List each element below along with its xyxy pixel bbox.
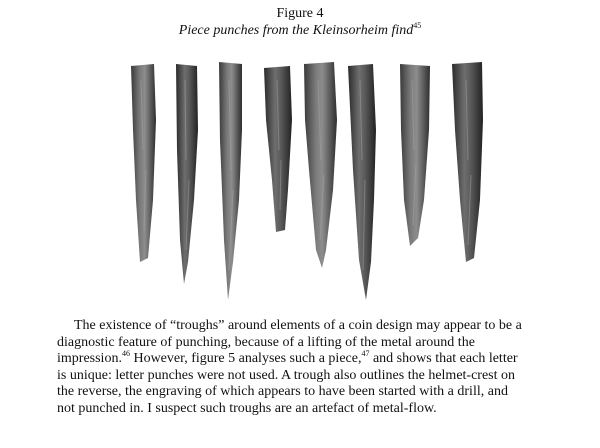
paragraph-line-2: diagnostic feature of punching, because of a lifting of the metal around the bbox=[57, 334, 475, 350]
punch-3 bbox=[219, 62, 242, 300]
paragraph-line-4: is unique: letter punches were not used. A trough also outlines the helmet-crest on bbox=[57, 367, 516, 383]
paragraph-line-3-b: However, figure 5 analyses such a piece, bbox=[129, 351, 362, 366]
punch-7 bbox=[400, 64, 430, 246]
punch-8 bbox=[452, 62, 483, 262]
punch-4 bbox=[264, 66, 292, 232]
footnote-ref-46: 46 bbox=[121, 349, 130, 358]
punch-6 bbox=[348, 64, 376, 300]
punch-1 bbox=[131, 64, 156, 262]
punch-2 bbox=[176, 64, 198, 284]
paragraph-line-3-c: and shows that each letter bbox=[369, 351, 518, 366]
footnote-ref-45: 45 bbox=[413, 21, 422, 30]
paragraph-line-3 bbox=[57, 351, 588, 368]
figure-caption bbox=[0, 23, 600, 39]
paragraph-line-1: The existence of “troughs” around elements of a coin design may appear to be a bbox=[74, 318, 522, 333]
punches-photograph bbox=[0, 50, 600, 312]
figure-title: Figure 4 bbox=[276, 6, 324, 21]
paragraph-line-5: the reverse, the engraving of which appears to have been started with a drill, and bbox=[57, 384, 508, 399]
body-paragraph bbox=[57, 318, 588, 417]
footnote-ref-47: 47 bbox=[361, 349, 370, 358]
paragraph-line-6: not punched in. I suspect such troughs are an artefact of metal-flow. bbox=[57, 400, 437, 416]
paragraph-line-3-a: impression. bbox=[57, 351, 122, 366]
figure-caption-text: Piece punches from the Kleinsorheim find bbox=[178, 23, 414, 38]
